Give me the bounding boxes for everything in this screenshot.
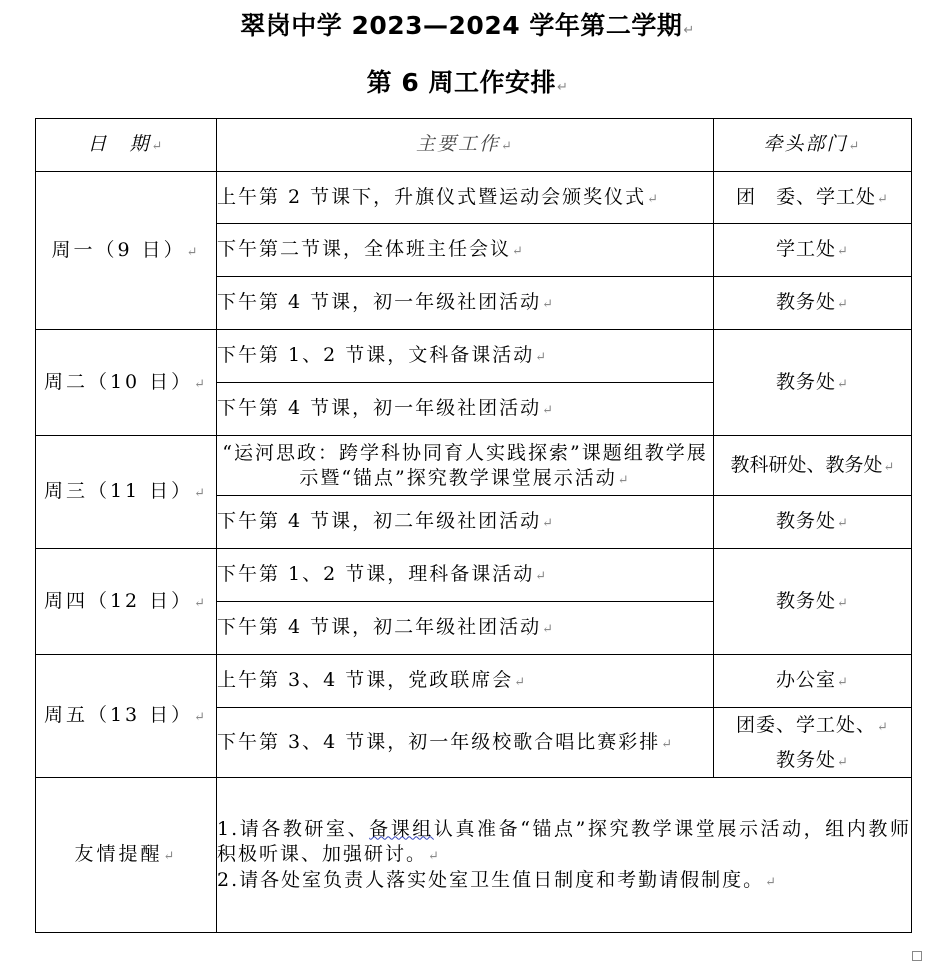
dept-cell: 团 委、学工处↵	[714, 172, 912, 224]
work-cell: 下午第 1、2 节课，文科备课活动↵	[217, 330, 714, 383]
table-row	[36, 436, 912, 496]
work-cell: 下午第二节课，全体班主任会议↵	[217, 224, 714, 277]
date-cell-thu: 周四（12 日）↵	[36, 549, 217, 655]
header-dept: 牵头部门↵	[714, 119, 912, 172]
work-cell: 上午第 3、4 节课，党政联席会↵	[217, 655, 714, 708]
reminder-item-1: 1.请各教研室、备课组认真准备“锚点”探究教学课堂展示活动，组内教师积极听课、加强研讨。↵	[217, 817, 911, 866]
date-cell-mon: 周一（9 日）↵	[36, 172, 217, 330]
reminder-row	[36, 778, 912, 933]
work-cell: 下午第 4 节课，初一年级社团活动↵	[217, 277, 714, 330]
dept-cell: 教务处↵	[714, 496, 912, 549]
spellcheck-underline: 备课组	[369, 817, 434, 840]
table-row	[36, 655, 912, 708]
paragraph-mark-icon: ↵	[683, 23, 695, 38]
reminder-item-2: 2.请各处室负责人落实处室卫生值日制度和考勤请假制度。↵	[217, 868, 779, 891]
work-cell: 下午第 4 节课，初二年级社团活动↵	[217, 602, 714, 655]
date-cell-wed: 周三（11 日）↵	[36, 436, 217, 549]
table-row	[36, 330, 912, 383]
work-cell: 下午第 4 节课，初一年级社团活动↵	[217, 383, 714, 436]
header-work: 主要工作↵	[217, 119, 714, 172]
title-line-1: 翠岗中学 2023—2024 学年第二学期	[240, 11, 683, 40]
document-title	[0, 6, 935, 42]
work-cell: “运河思政：跨学科协同育人实践探索”课题组教学展示暨“锚点”探究教学课堂展示活动↵	[217, 436, 714, 496]
dept-cell: 办公室↵	[714, 655, 912, 708]
table-header-row	[36, 119, 912, 172]
dept-cell: 教务处↵	[714, 549, 912, 655]
dept-cell: 团委、学工处、↵ 教务处↵	[714, 708, 912, 778]
dept-cell: 教务处↵	[714, 330, 912, 436]
table-resize-handle-icon[interactable]	[912, 951, 922, 961]
header-date: 日 期↵	[36, 119, 217, 172]
dept-cell: 学工处↵	[714, 224, 912, 277]
dept-cell: 教务处↵	[714, 277, 912, 330]
work-cell: 上午第 2 节课下，升旗仪式暨运动会颁奖仪式↵	[217, 172, 714, 224]
document-subtitle	[0, 63, 935, 99]
work-cell: 下午第 4 节课，初二年级社团活动↵	[217, 496, 714, 549]
reminder-label-cell: 友情提醒↵	[36, 778, 217, 933]
paragraph-mark-icon: ↵	[556, 80, 569, 95]
table-row	[36, 549, 912, 602]
work-cell: 下午第 1、2 节课，理科备课活动↵	[217, 549, 714, 602]
reminder-body-cell	[217, 778, 912, 933]
work-cell: 下午第 3、4 节课，初一年级校歌合唱比赛彩排↵	[217, 708, 714, 778]
date-cell-fri: 周五（13 日）↵	[36, 655, 217, 778]
date-cell-tue: 周二（10 日）↵	[36, 330, 217, 436]
schedule-table	[35, 118, 912, 933]
title-line-2: 第 6 周工作安排	[366, 68, 556, 97]
table-row	[36, 172, 912, 224]
dept-cell: 教科研处、教务处↵	[714, 436, 912, 496]
